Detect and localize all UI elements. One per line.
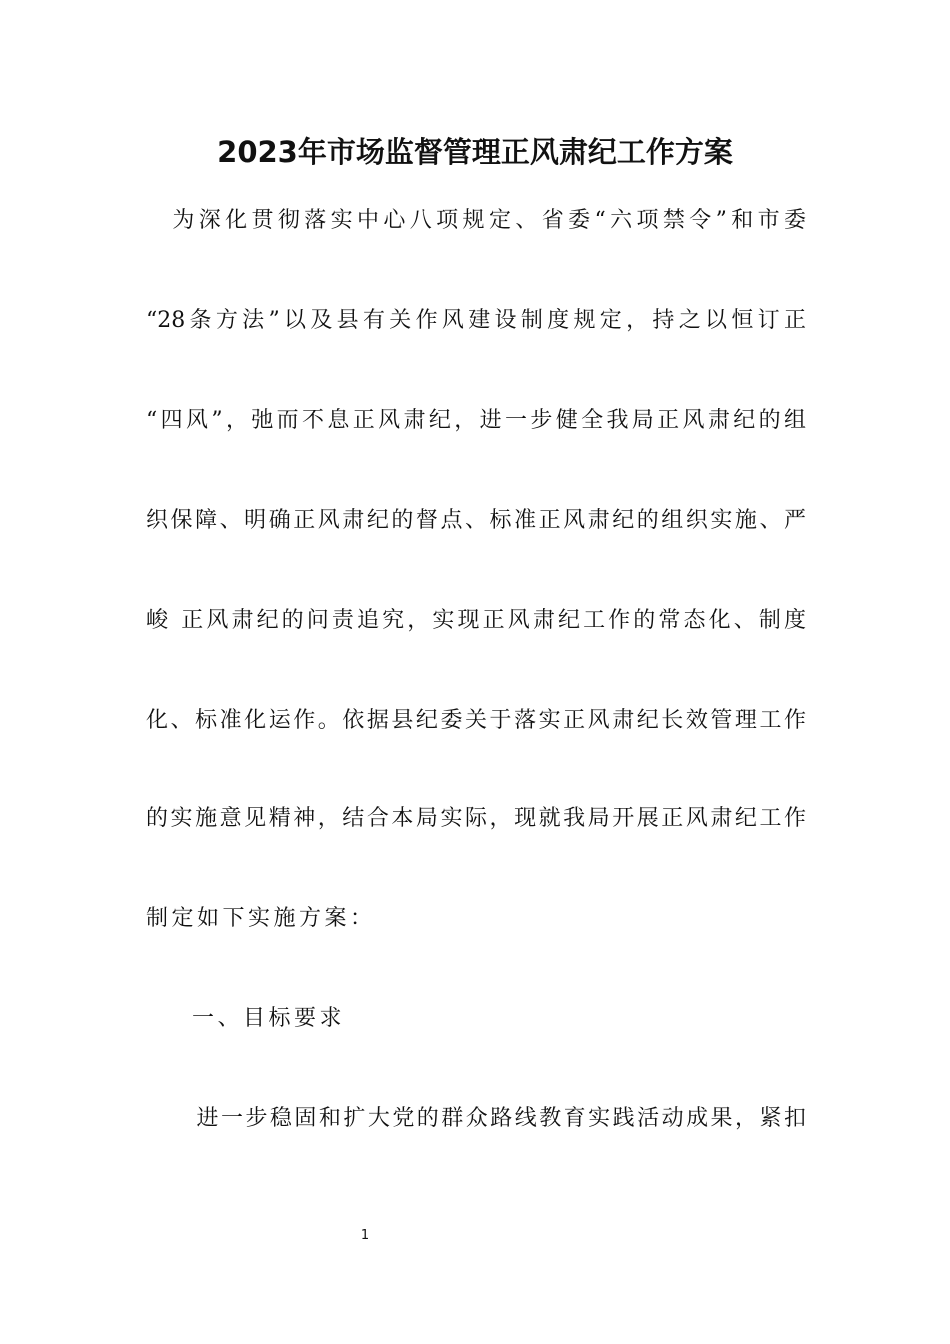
paragraph-line-7: 的实施意见精神，结合本局实际，现就我局开展正风肃纪工作 [146, 806, 806, 831]
paragraph-line-4: 织保障、明确正风肃纪的督点、标准正风肃纪的组织实施、严 [146, 508, 806, 533]
paragraph-line-6: 化、标准化运作。依据县纪委关于落实正风肃纪长效管理工作 [146, 708, 806, 733]
paragraph-line-3: “四风”，弛而不息正风肃纪，进一步健全我局正风肃纪的组 [146, 408, 806, 433]
section-paragraph-line-1: 进一步稳固和扩大党的群众路线教育实践活动成果，紧扣 [172, 1106, 806, 1131]
paragraph-line-5: 峻 正风肃纪的问责追究，实现正风肃纪工作的常态化、制度 [146, 608, 806, 633]
paragraph-line-1: 为深化贯彻落实中心八项规定、省委“六项禁令”和市委 [146, 208, 806, 233]
page-number: 1 [360, 1228, 370, 1243]
paragraph-line-8: 制定如下实施方案： [146, 906, 376, 931]
section-heading: 一、目标要求 [192, 1006, 346, 1031]
paragraph-line-2: “28条方法”以及县有关作风建设制度规定，持之以恒订正 [146, 308, 806, 333]
document-title: 2023年市场监督管理正风肃纪工作方案 [217, 135, 733, 169]
